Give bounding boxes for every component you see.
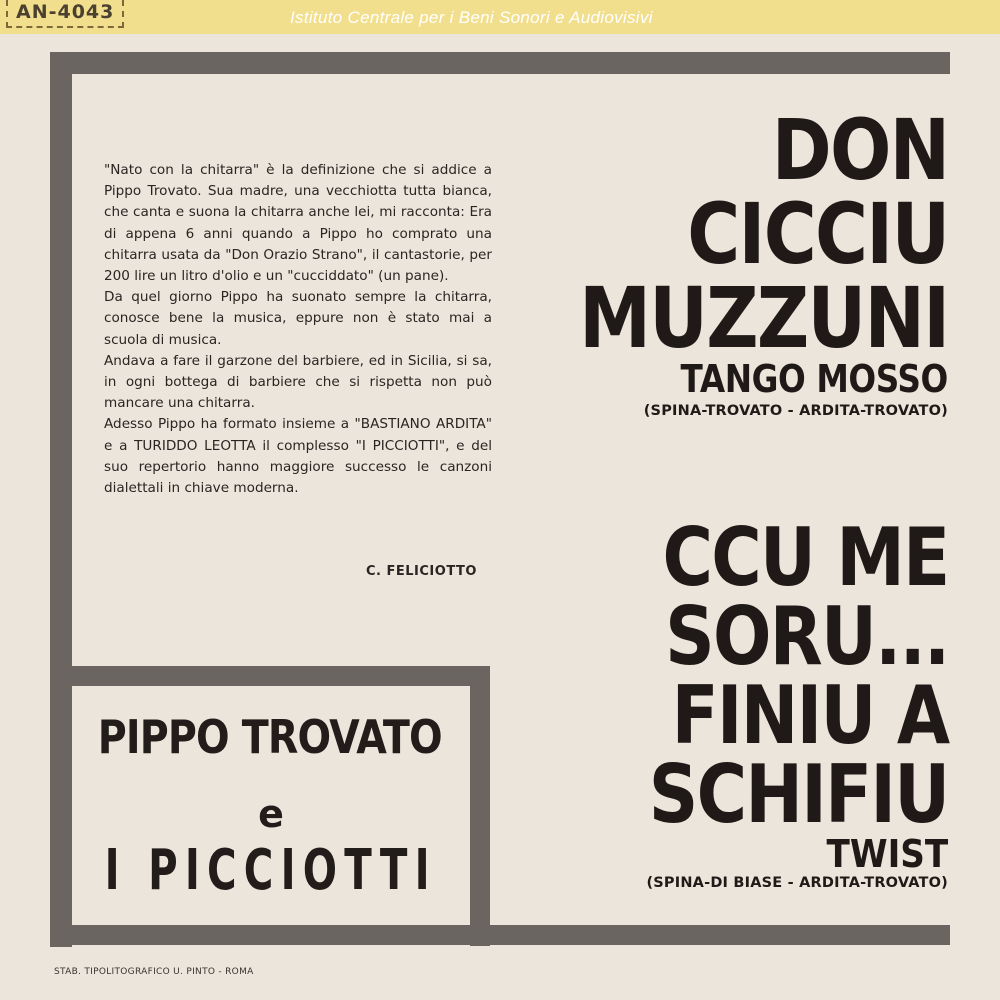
- side-b-title: [648, 511, 948, 841]
- side-b-credits: (SPINA-DI BIASE - ARDITA-TROVATO): [646, 875, 948, 891]
- liner-paragraph: Andava a fare il garzone del barbiere, ed in Sicilia, si sa, in ogni bottega di barbiere che si rispetta non può mancare una chitarra.: [104, 352, 492, 412]
- side-b-title-line: SCHIFIU: [648, 748, 948, 841]
- printer-credit: STAB. TIPOLITOGRAFICO U. PINTO - ROMA: [54, 967, 254, 977]
- liner-paragraph: Adesso Pippo ha formato insieme a "BASTIANO ARDITA" e a TURIDDO LEOTTA il complesso "I PICCIOTTI", e del suo repertorio hanno maggiore successo le canzoni dialettali in chiave moderna.: [104, 416, 492, 497]
- side-a-title: [578, 101, 948, 367]
- side-a-title-line: MUZZUNI: [578, 269, 948, 367]
- side-a-title-line: CICCIU: [686, 185, 948, 283]
- side-a-credits: (SPINA-TROVATO - ARDITA-TROVATO): [643, 403, 948, 419]
- liner-author: C. FELICIOTTO: [366, 564, 477, 579]
- artist-box-right-bar: [470, 666, 490, 946]
- frame-left-bar: [50, 52, 72, 947]
- side-b-title-line: CCU ME: [662, 511, 948, 604]
- liner-paragraph: Da quel giorno Pippo ha suonato sempre la chitarra, conosce bene la musica, eppure non è stato mai a scuola di musica.: [104, 289, 492, 348]
- side-b-genre: TWIST: [826, 832, 948, 876]
- frame-bottom-bar: [50, 925, 950, 945]
- side-b-title-line: FINIU A: [671, 669, 948, 762]
- catalog-number: AN-4043: [6, 0, 124, 28]
- liner-paragraph: "Nato con la chitarra" è la definizione che si addice a Pippo Trovato. Sua madre, una vecchiotta tutta bianca, che canta e suona la chitarra anche lei, mi racconta: Era di appena 6 anni quando a Pippo ho comprato una chitarra usata da "Don Orazio Strano", il cantastorie, per 200 lire un litro d'olio e un "cucciddato" (un pane).: [104, 162, 492, 285]
- frame-top-bar: [50, 52, 950, 74]
- band-name: I PICCIOTTI: [104, 838, 437, 903]
- artist-conjunction: e: [258, 792, 284, 836]
- side-b-title-line: SORU...: [664, 590, 948, 683]
- artist-name: PIPPO TROVATO: [97, 710, 442, 764]
- liner-notes: [104, 160, 492, 499]
- archive-name: Istituto Centrale per i Beni Sonori e Audiovisivi: [290, 8, 653, 27]
- side-a-title-line: DON: [771, 101, 948, 199]
- side-a-genre: TANGO MOSSO: [680, 357, 948, 401]
- artist-box-top-bar: [50, 666, 490, 686]
